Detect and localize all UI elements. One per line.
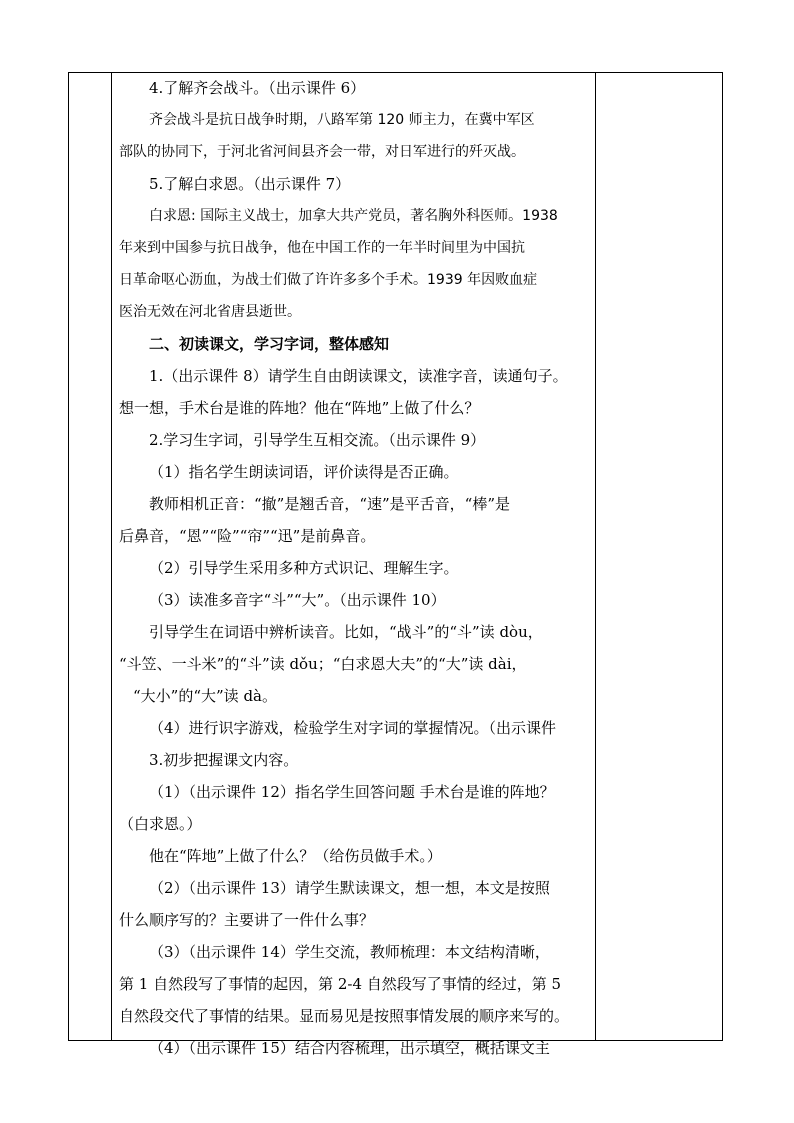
paragraph-line: 自然段交代了事情的结果。显而易见是按照事情发展的顺序来写的。 <box>119 1007 570 1025</box>
paragraph-line: 教师相机正音：“撤”是翘舌音，“速”是平舌音，“棒”是 <box>149 495 511 513</box>
qihui-battle-text-line-1: 齐会战斗是抗日战争时期，八路军第 120 师主力，在冀中军区 <box>149 112 535 128</box>
paragraph-line: 什么顺序写的？主要讲了一件什么事？ <box>119 911 375 929</box>
qihui-battle-text-line-2: 部队的协同下，于河北省河间县齐会一带，对日军进行的歼灭战。 <box>119 144 525 160</box>
paragraph-line: （白求恩。） <box>119 815 202 833</box>
paragraph-line: （3）（出示课件 14）学生交流，教师梳理：本文结构清晰， <box>149 943 550 961</box>
paragraph-line: “大小”的“大”读 dà。 <box>133 687 277 705</box>
paragraph-line: （2）（出示课件 13）请学生默读课文，想一想，本文是按照 <box>149 879 550 897</box>
section-2-heading: 二、初读课文，学习字词，整体感知 <box>149 335 390 353</box>
step-5-heading: 5.了解白求恩。（出示课件 7） <box>149 175 351 193</box>
paragraph-line: （4）（出示课件 15）结合内容梳理，出示填空，概括课文主 <box>149 1039 550 1057</box>
step-4-heading: 4.了解齐会战斗。（出示课件 6） <box>149 79 366 97</box>
column-divider-1 <box>111 73 112 1040</box>
paragraph-line: 想一想，手术台是谁的阵地？他在“阵地”上做了什么？ <box>119 399 480 417</box>
step-3-heading: 3.初步把握课文内容。 <box>149 751 299 769</box>
paragraph-line: 2.学习生字词，引导学生互相交流。（出示课件 9） <box>149 431 486 449</box>
paragraph-line: （2）引导学生采用多种方式识记、理解生字。 <box>149 559 459 577</box>
paragraph-line: （1）指名学生朗读词语，评价读得是否正确。 <box>149 463 459 481</box>
bethune-text-line-2: 年来到中国参与抗日战争，他在中国工作的一年半时间里为中国抗 <box>119 240 525 256</box>
paragraph-line: （3）读准多音字“斗”“大”。（出示课件 10） <box>149 591 446 609</box>
paragraph-line: 第 1 自然段写了事情的起因，第 2-4 自然段写了事情的经过，第 5 <box>119 975 562 993</box>
paragraph-line: “斗笠、一斗米”的“斗”读 dǒu；“白求恩大夫”的“大”读 dài， <box>119 655 527 673</box>
bethune-text-line-3: 日革命呕心沥血，为战士们做了许许多多个手术。1939 年因败血症 <box>119 272 538 288</box>
column-divider-2 <box>595 73 596 1040</box>
paragraph-line: 引导学生在词语中辨析读音。比如，“战斗”的“斗”读 dòu， <box>149 623 543 641</box>
paragraph-line: （1）（出示课件 12）指名学生回答问题 手术台是谁的阵地？ <box>149 783 555 801</box>
lesson-content <box>119 72 595 1057</box>
paragraph-line: 后鼻音，“恩”“险”“帘”“迅”是前鼻音。 <box>119 527 376 545</box>
bethune-text-line-4: 医治无效在河北省唐县逝世。 <box>119 304 301 320</box>
paragraph-line: （4）进行识字游戏，检验学生对字词的掌握情况。（出示课件 <box>149 719 557 737</box>
paragraph-line: 他在“阵地”上做了什么？（给伤员做手术。） <box>149 847 442 865</box>
bethune-text-line-1: 白求恩: 国际主义战士，加拿大共产党员，著名胸外科医师。1938 <box>149 208 558 224</box>
paragraph-line: 1.（出示课件 8）请学生自由朗读课文，读准字音，读通句子。 <box>149 367 568 385</box>
